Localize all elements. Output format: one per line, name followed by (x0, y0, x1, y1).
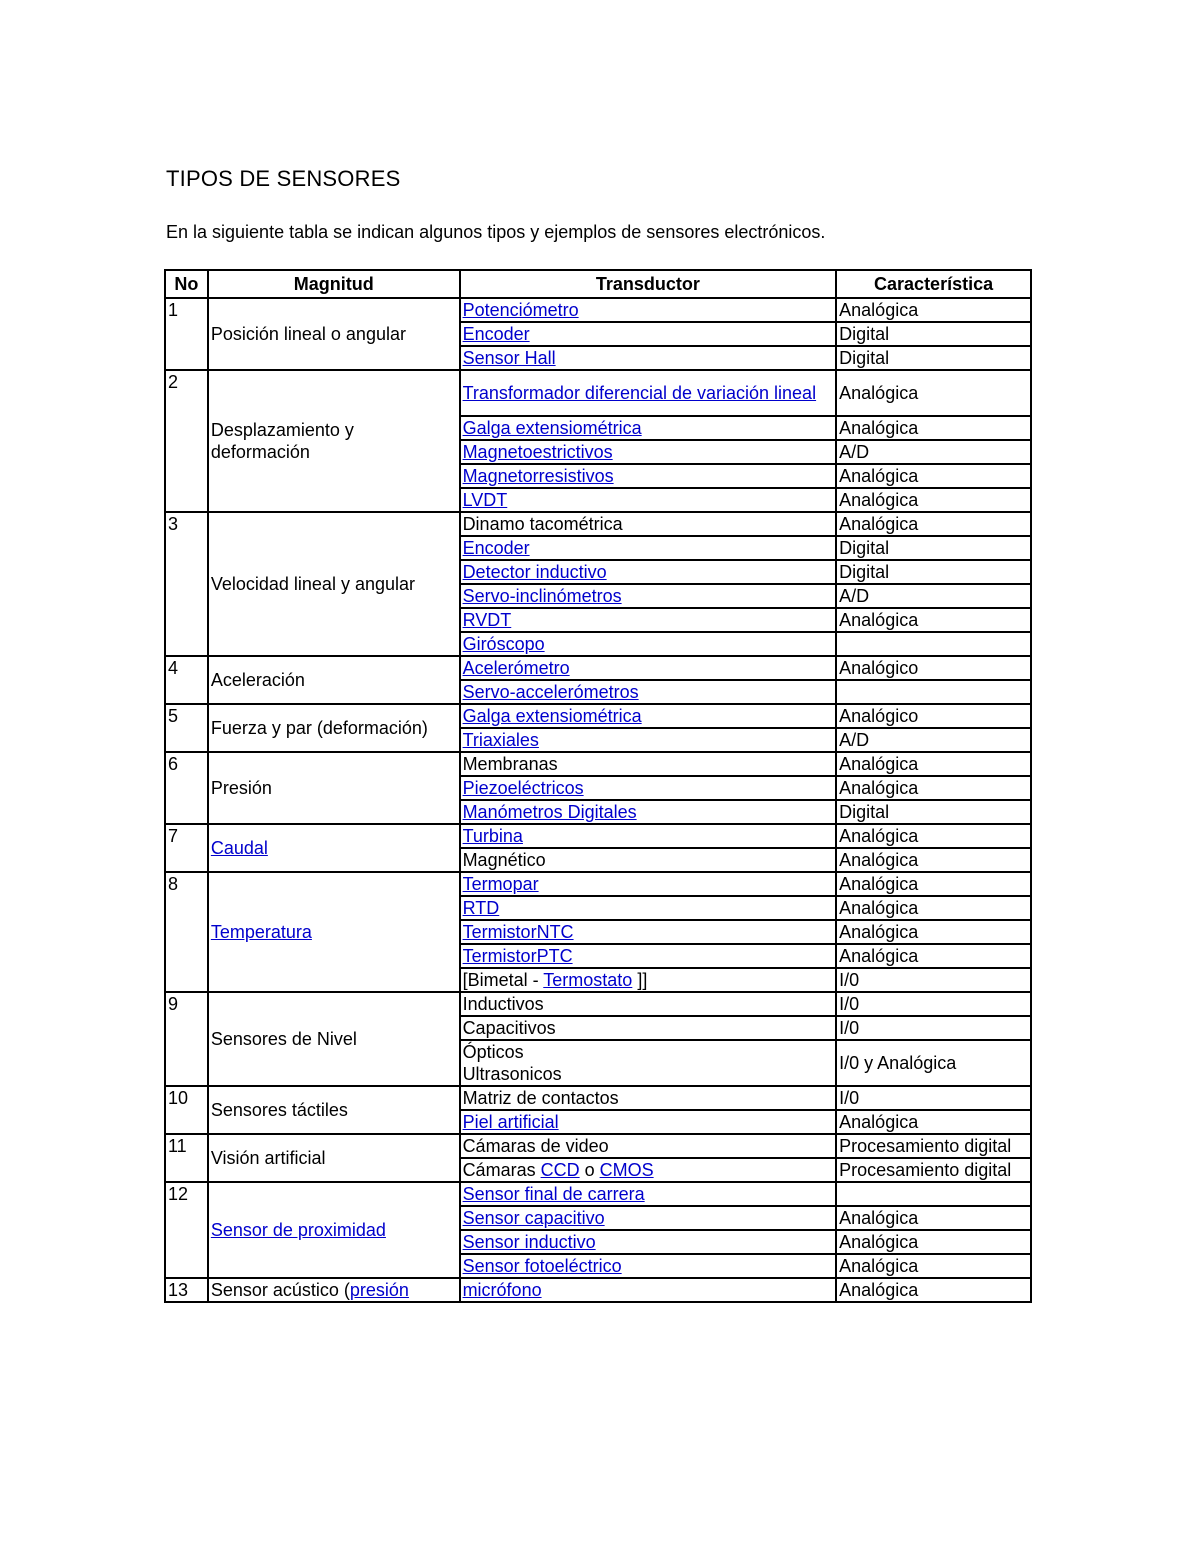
cell-caracteristica: Analógica (836, 872, 1031, 896)
sensor-link[interactable]: Servo-accelerómetros (462, 682, 639, 702)
sensor-link[interactable]: TermistorPTC (462, 946, 573, 966)
sensor-link[interactable]: TermistorNTC (462, 922, 574, 942)
sensor-link[interactable]: Potenciómetro (462, 300, 579, 320)
cell-magnitud (208, 824, 460, 872)
sensor-link[interactable]: Sensor fotoeléctrico (462, 1256, 622, 1276)
cell-caracteristica: A/D (836, 728, 1031, 752)
cell-caracteristica: Analógica (836, 416, 1031, 440)
sensor-link[interactable]: CCD (540, 1160, 580, 1180)
table-row (165, 370, 1031, 416)
sensor-link[interactable]: Encoder (462, 538, 530, 558)
sensor-link[interactable]: Triaxiales (462, 730, 539, 750)
sensor-link[interactable]: Encoder (462, 324, 530, 344)
cell-text: Inductivos (462, 994, 544, 1014)
cell-transductor (460, 1182, 837, 1206)
cell-text: Visión artificial (210, 1148, 326, 1168)
cell-caracteristica: Analógica (836, 1278, 1031, 1302)
cell-caracteristica: Analógica (836, 1110, 1031, 1134)
cell-text: Velocidad lineal y angular (210, 574, 415, 594)
cell-magnitud (208, 992, 460, 1086)
sensor-link[interactable]: Servo-inclinómetros (462, 586, 622, 606)
cell-caracteristica: Procesamiento digital (836, 1134, 1031, 1158)
sensor-link[interactable]: micrófono (462, 1280, 542, 1300)
cell-transductor (460, 920, 837, 944)
sensor-link[interactable]: Caudal (210, 838, 268, 858)
cell-transductor (460, 464, 837, 488)
cell-transductor (460, 1278, 837, 1302)
cell-caracteristica: I/0 (836, 968, 1031, 992)
cell-caracteristica (836, 1182, 1031, 1206)
sensor-link[interactable]: Acelerómetro (462, 658, 570, 678)
cell-caracteristica: I/0 (836, 1086, 1031, 1110)
cell-transductor (460, 968, 837, 992)
cell-caracteristica: A/D (836, 584, 1031, 608)
cell-text: Membranas (462, 754, 558, 774)
cell-caracteristica: Analógica (836, 488, 1031, 512)
sensor-link[interactable]: Sensor Hall (462, 348, 556, 368)
cell-caracteristica: Digital (836, 800, 1031, 824)
cell-caracteristica: I/0 (836, 992, 1031, 1016)
cell-caracteristica: Digital (836, 346, 1031, 370)
cell-no: 1 (165, 298, 208, 370)
cell-text: Desplazamiento y deformación (210, 420, 354, 462)
cell-no: 9 (165, 992, 208, 1086)
cell-magnitud (208, 298, 460, 370)
cell-no: 2 (165, 370, 208, 512)
table-row (165, 824, 1031, 848)
cell-transductor (460, 704, 837, 728)
cell-magnitud (208, 512, 460, 656)
cell-caracteristica: Analógica (836, 608, 1031, 632)
cell-no: 10 (165, 1086, 208, 1134)
sensor-link[interactable]: presión (349, 1280, 409, 1300)
cell-transductor (460, 512, 837, 536)
cell-caracteristica (836, 680, 1031, 704)
cell-transductor (460, 346, 837, 370)
cell-transductor (460, 1206, 837, 1230)
sensor-link[interactable]: Sensor final de carrera (462, 1184, 645, 1204)
sensor-link[interactable]: Sensor de proximidad (210, 1220, 386, 1240)
cell-text: ]] (632, 970, 648, 990)
cell-text: Sensor acústico ( (210, 1280, 350, 1300)
cell-magnitud (208, 1134, 460, 1182)
cell-transductor (460, 1086, 837, 1110)
cell-transductor (460, 872, 837, 896)
cell-text: [Bimetal - (462, 970, 544, 990)
cell-text: Sensores de Nivel (210, 1029, 357, 1049)
cell-text: o (579, 1160, 600, 1180)
cell-transductor (460, 608, 837, 632)
cell-caracteristica: Digital (836, 322, 1031, 346)
cell-caracteristica: Analógico (836, 704, 1031, 728)
cell-text: Presión (210, 778, 272, 798)
header-transductor: Transductor (460, 270, 837, 298)
header-magnitud: Magnitud (208, 270, 460, 298)
cell-caracteristica (836, 632, 1031, 656)
cell-transductor (460, 1016, 837, 1040)
sensor-link[interactable]: Termostato (543, 970, 633, 990)
cell-transductor (460, 1110, 837, 1134)
sensor-link[interactable]: Galga extensiométrica (462, 706, 642, 726)
cell-caracteristica: Analógica (836, 370, 1031, 416)
table-row (165, 512, 1031, 536)
cell-no: 5 (165, 704, 208, 752)
cell-caracteristica: Analógica (836, 848, 1031, 872)
cell-caracteristica: Analógica (836, 752, 1031, 776)
cell-transductor (460, 560, 837, 584)
cell-caracteristica: Procesamiento digital (836, 1158, 1031, 1182)
intro-paragraph: En la siguiente tabla se indican algunos tipos y ejemplos de sensores electrónicos. (166, 222, 826, 242)
sensor-link[interactable]: Manómetros Digitales (462, 802, 637, 822)
cell-text: Magnético (462, 850, 546, 870)
sensor-link[interactable]: Sensor capacitivo (462, 1208, 605, 1228)
cell-transductor (460, 1134, 837, 1158)
cell-no: 11 (165, 1134, 208, 1182)
sensor-link[interactable]: Magnetorresistivos (462, 466, 614, 486)
cell-transductor (460, 896, 837, 920)
cell-caracteristica: Analógica (836, 1230, 1031, 1254)
cell-magnitud (208, 656, 460, 704)
sensor-link[interactable]: RTD (462, 898, 500, 918)
cell-no: 4 (165, 656, 208, 704)
cell-transductor (460, 1254, 837, 1278)
cell-transductor (460, 298, 837, 322)
table-body (165, 298, 1031, 1302)
cell-text: Sensores táctiles (210, 1100, 348, 1120)
cell-transductor (460, 824, 837, 848)
sensor-link[interactable]: CMOS (599, 1160, 654, 1180)
sensor-link[interactable]: Magnetoestrictivos (462, 442, 613, 462)
cell-transductor (460, 800, 837, 824)
cell-caracteristica: Analógica (836, 896, 1031, 920)
cell-transductor (460, 992, 837, 1016)
cell-magnitud (208, 370, 460, 512)
cell-caracteristica: Analógica (836, 944, 1031, 968)
sensor-link[interactable]: Piel artificial (462, 1112, 559, 1132)
header-caracteristica: Característica (836, 270, 1031, 298)
table-row (165, 1134, 1031, 1158)
cell-transductor (460, 632, 837, 656)
page-title: TIPOS DE SENSORES (166, 166, 401, 191)
cell-transductor (460, 488, 837, 512)
sensor-link[interactable]: Temperatura (210, 922, 312, 942)
cell-transductor (460, 1230, 837, 1254)
cell-text: Capacitivos (462, 1018, 556, 1038)
cell-transductor (460, 1158, 837, 1182)
cell-magnitud (208, 752, 460, 824)
table-row (165, 656, 1031, 680)
table-row (165, 704, 1031, 728)
sensor-table (164, 269, 1032, 1303)
cell-text: Ultrasonicos (462, 1064, 562, 1084)
cell-text: Ópticos (462, 1042, 524, 1062)
cell-transductor (460, 440, 837, 464)
cell-transductor (460, 1040, 837, 1086)
cell-caracteristica: Analógica (836, 512, 1031, 536)
cell-text: Cámaras de video (462, 1136, 609, 1156)
cell-transductor (460, 656, 837, 680)
cell-caracteristica: Analógica (836, 298, 1031, 322)
cell-caracteristica: I/0 y Analógica (836, 1040, 1031, 1086)
cell-text: Cámaras (462, 1160, 541, 1180)
cell-transductor (460, 848, 837, 872)
cell-text: Posición lineal o angular (210, 324, 406, 344)
sensor-link[interactable]: Piezoeléctricos (462, 778, 584, 798)
cell-caracteristica: Analógica (836, 824, 1031, 848)
cell-no: 13 (165, 1278, 208, 1302)
cell-transductor (460, 416, 837, 440)
cell-magnitud (208, 1182, 460, 1278)
table-row (165, 1278, 1031, 1302)
cell-transductor (460, 584, 837, 608)
table-row (165, 298, 1031, 322)
table-row (165, 1182, 1031, 1206)
cell-caracteristica: Analógica (836, 464, 1031, 488)
sensor-link[interactable]: LVDT (462, 490, 508, 510)
cell-caracteristica: Digital (836, 536, 1031, 560)
table-row (165, 872, 1031, 896)
cell-text: Matriz de contactos (462, 1088, 619, 1108)
cell-transductor (460, 752, 837, 776)
cell-magnitud (208, 872, 460, 992)
cell-text: Dinamo tacométrica (462, 514, 623, 534)
cell-caracteristica: A/D (836, 440, 1031, 464)
table-row (165, 1086, 1031, 1110)
cell-no: 6 (165, 752, 208, 824)
table-header-row (165, 270, 1031, 298)
cell-text: Aceleración (210, 670, 305, 690)
cell-transductor (460, 776, 837, 800)
table-row (165, 992, 1031, 1016)
cell-caracteristica: Analógico (836, 656, 1031, 680)
sensor-link[interactable]: Sensor inductivo (462, 1232, 596, 1252)
cell-magnitud (208, 1086, 460, 1134)
table-row (165, 752, 1031, 776)
header-no: No (165, 270, 208, 298)
cell-caracteristica: Analógica (836, 776, 1031, 800)
cell-transductor (460, 370, 837, 416)
cell-caracteristica: Analógica (836, 1206, 1031, 1230)
cell-transductor (460, 680, 837, 704)
cell-no: 7 (165, 824, 208, 872)
cell-transductor (460, 944, 837, 968)
cell-transductor (460, 322, 837, 346)
sensor-link[interactable]: Transformador diferencial de variación lineal (462, 383, 817, 403)
cell-no: 12 (165, 1182, 208, 1278)
sensor-link[interactable]: Galga extensiométrica (462, 418, 642, 438)
sensor-link[interactable]: RVDT (462, 610, 512, 630)
cell-magnitud (208, 1278, 460, 1302)
sensor-link[interactable]: Detector inductivo (462, 562, 607, 582)
cell-caracteristica: Analógica (836, 920, 1031, 944)
cell-no: 3 (165, 512, 208, 656)
cell-magnitud (208, 704, 460, 752)
cell-transductor (460, 728, 837, 752)
cell-no: 8 (165, 872, 208, 992)
sensor-link[interactable]: Turbina (462, 826, 523, 846)
cell-caracteristica: I/0 (836, 1016, 1031, 1040)
cell-caracteristica: Analógica (836, 1254, 1031, 1278)
cell-text: Fuerza y par (deformación) (210, 718, 428, 738)
sensor-link[interactable]: Termopar (462, 874, 539, 894)
cell-transductor (460, 536, 837, 560)
sensor-link[interactable]: Giróscopo (462, 634, 545, 654)
cell-caracteristica: Digital (836, 560, 1031, 584)
